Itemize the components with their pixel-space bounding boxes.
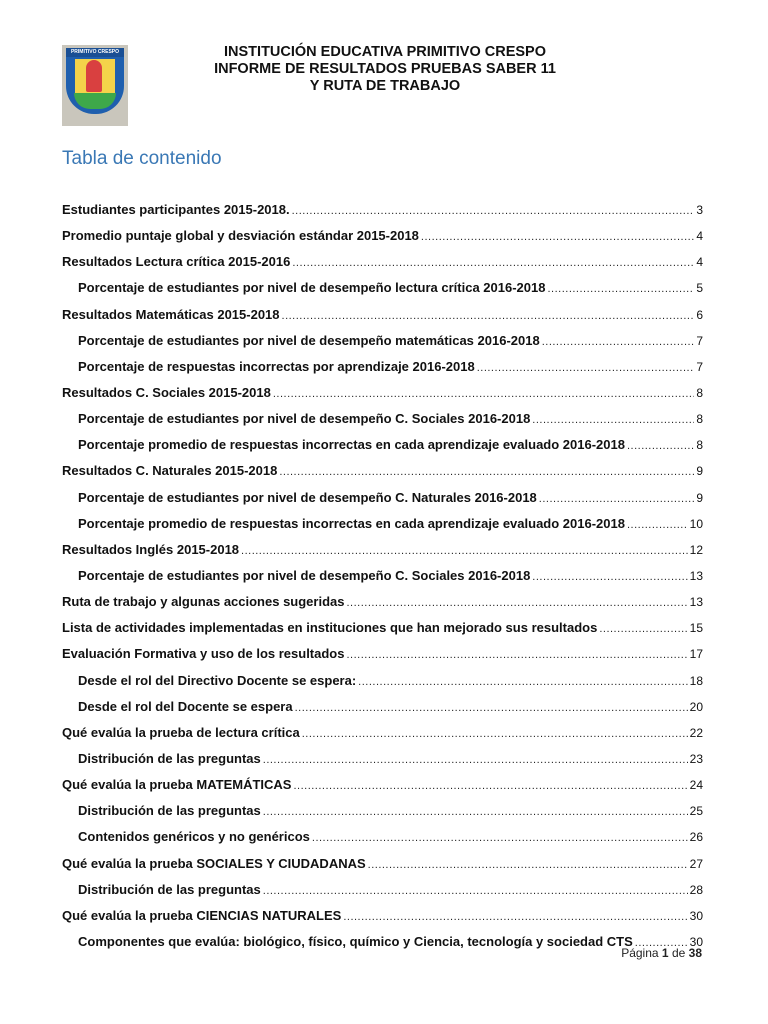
toc-entry[interactable] (62, 254, 703, 280)
toc-entry[interactable] (62, 934, 703, 960)
school-logo (62, 45, 128, 126)
toc-entry-title: Distribución de las preguntas (78, 881, 261, 897)
dot-leader (547, 283, 694, 295)
dot-leader (273, 388, 694, 400)
dot-leader (282, 310, 695, 322)
dot-leader (263, 754, 688, 766)
toc-entry[interactable] (62, 594, 703, 620)
toc-entry[interactable] (62, 568, 703, 594)
logo-band: PRIMITIVO CRESPO (66, 48, 124, 57)
toc-entry-page: 12 (689, 542, 703, 557)
dot-leader (599, 623, 687, 635)
toc-entry[interactable] (62, 228, 703, 254)
toc-entry-title: Resultados C. Sociales 2015-2018 (62, 384, 271, 400)
toc-entry-title: Qué evalúa la prueba CIENCIAS NATURALES (62, 907, 342, 923)
toc-entry-page: 17 (689, 647, 703, 662)
toc-entry-title: Qué evalúa la prueba SOCIALES Y CIUDADANAS (62, 855, 366, 871)
toc-entry-page: 26 (689, 830, 703, 845)
toc-entry[interactable] (62, 463, 703, 489)
toc-entry[interactable] (62, 908, 703, 934)
toc-entry-page: 8 (696, 385, 703, 400)
toc-entry-title: Desde el rol del Directivo Docente se espera: (78, 672, 357, 688)
toc-entry[interactable] (62, 516, 703, 542)
toc-entry-page: 3 (696, 203, 703, 217)
toc-entry-page: 4 (696, 229, 703, 244)
header-line-2: INFORME DE RESULTADOS PRUEBAS SABER 11 (214, 61, 556, 77)
toc-entry-title: Contenidos genéricos y no genéricos (78, 829, 310, 845)
toc-entry-page: 9 (696, 464, 703, 479)
dot-leader (263, 806, 688, 818)
dot-leader (279, 466, 694, 478)
toc-entry-page: 30 (689, 908, 703, 923)
toc-entry[interactable] (62, 307, 703, 333)
header-line-1: INSTITUCIÓN EDUCATIVA PRIMITIVO CRESPO (224, 44, 546, 60)
toc-entry-page: 5 (696, 281, 703, 296)
toc-entry-title: Porcentaje de estudiantes por nivel de desempeño C. Sociales 2016-2018 (78, 411, 531, 427)
toc-entry-page: 7 (696, 333, 703, 348)
dot-leader (263, 885, 688, 897)
dot-leader (421, 231, 694, 243)
toc-entry[interactable] (62, 280, 703, 306)
toc-entry-page: 8 (696, 412, 703, 427)
toc-entry-page: 13 (689, 595, 703, 610)
toc-entry-page: 20 (689, 699, 703, 714)
toc-entry[interactable] (62, 542, 703, 568)
toc-entry[interactable] (62, 202, 703, 228)
toc-entry[interactable] (62, 646, 703, 672)
toc-entry[interactable] (62, 385, 703, 411)
toc-entry-title: Porcentaje de estudiantes por nivel de desempeño matemáticas 2016-2018 (78, 332, 540, 348)
toc-entry-page: 13 (689, 568, 703, 583)
toc-entry[interactable] (62, 829, 703, 855)
toc-entry-title: Porcentaje de estudiantes por nivel de desempeño C. Sociales 2016-2018 (78, 567, 531, 583)
toc-entry-page: 18 (689, 673, 703, 688)
dot-leader (358, 676, 687, 688)
header-line-3: Y RUTA DE TRABAJO (309, 78, 461, 94)
toc-entry-title: Ruta de trabajo y algunas acciones sugeridas (62, 594, 345, 610)
logo-shield (66, 48, 124, 114)
toc-entry-page: 8 (696, 438, 703, 453)
dot-leader (532, 571, 687, 583)
dot-leader (343, 911, 687, 923)
dot-leader (346, 597, 687, 609)
toc-entry[interactable] (62, 490, 703, 516)
dot-leader (295, 702, 688, 714)
toc-entry-page: 27 (689, 856, 703, 871)
dot-leader (312, 832, 688, 844)
toc-entry[interactable] (62, 751, 703, 777)
toc-entry-page: 25 (689, 804, 703, 819)
toc-entry-title: Estudiantes participantes 2015-2018. (62, 202, 290, 217)
toc-entry[interactable] (62, 777, 703, 803)
toc-entry[interactable] (62, 725, 703, 751)
toc-entry-title: Qué evalúa la prueba de lectura crítica (62, 724, 300, 740)
document-header (180, 44, 590, 95)
dot-leader (477, 362, 695, 374)
toc-entry-title: Resultados Lectura crítica 2015-2016 (62, 254, 291, 270)
dot-leader (292, 205, 695, 217)
toc-entry-title: Lista de actividades implementadas en instituciones que han mejorado sus resultados (62, 620, 598, 636)
toc-entry-title: Distribución de las preguntas (78, 750, 261, 766)
toc-entry-page: 23 (689, 751, 703, 766)
toc-entry-title: Promedio puntaje global y desviación estándar 2015-2018 (62, 228, 419, 244)
toc-entry[interactable] (62, 411, 703, 437)
dot-leader (241, 545, 688, 557)
dot-leader (627, 519, 688, 531)
toc-entry[interactable] (62, 333, 703, 359)
toc-entry-title: Porcentaje promedio de respuestas incorrectas en cada aprendizaje evaluado 2016-2018 (78, 437, 625, 453)
toc-entry-page: 22 (689, 725, 703, 740)
toc-entry-title: Porcentaje de estudiantes por nivel de desempeño C. Naturales 2016-2018 (78, 489, 537, 505)
dot-leader (292, 257, 694, 269)
toc-entry-page: 7 (696, 359, 703, 374)
toc-entry-title: Componentes que evalúa: biológico, físico, químico y Ciencia, tecnología y sociedad CTS (78, 933, 633, 949)
dot-leader (542, 336, 695, 348)
toc-entry[interactable] (62, 620, 703, 646)
toc-entry-title: Qué evalúa la prueba MATEMÁTICAS (62, 777, 292, 793)
toc-heading: Tabla de contenido (62, 148, 222, 169)
toc-entry-title: Porcentaje de estudiantes por nivel de desempeño lectura crítica 2016-2018 (78, 280, 546, 296)
dot-leader (532, 414, 694, 426)
toc-entry[interactable] (62, 437, 703, 463)
toc-entry-title: Porcentaje promedio de respuestas incorrectas en cada aprendizaje evaluado 2016-2018 (78, 515, 625, 531)
toc-entry-title: Evaluación Formativa y uso de los resultados (62, 646, 345, 662)
toc-entry[interactable] (62, 882, 703, 908)
toc-entry-page: 10 (689, 516, 703, 531)
toc-entry-page: 15 (689, 621, 703, 636)
toc-entry-title: Desde el rol del Docente se espera (78, 698, 293, 714)
page-number: Página 1 de 38 (621, 946, 702, 960)
toc-entry-title: Resultados Matemáticas 2015-2018 (62, 306, 280, 322)
dot-leader (346, 649, 687, 661)
toc-entry[interactable] (62, 803, 703, 829)
toc-entry[interactable] (62, 856, 703, 882)
dot-leader (293, 780, 687, 792)
dot-leader (368, 859, 688, 871)
toc-entry-page: 9 (696, 490, 703, 505)
table-of-contents (62, 202, 703, 960)
dot-leader (302, 728, 688, 740)
toc-entry-page: 24 (689, 778, 703, 793)
toc-entry[interactable] (62, 359, 703, 385)
dot-leader (539, 493, 695, 505)
toc-entry-title: Resultados Inglés 2015-2018 (62, 541, 240, 557)
toc-entry-page: 6 (696, 307, 703, 322)
dot-leader (627, 440, 694, 452)
toc-entry[interactable] (62, 699, 703, 725)
toc-entry-page: 4 (696, 255, 703, 270)
toc-entry-page: 30 (689, 934, 703, 949)
toc-entry[interactable] (62, 673, 703, 699)
toc-entry-title: Porcentaje de respuestas incorrectas por aprendizaje 2016-2018 (78, 358, 475, 374)
toc-entry-title: Distribución de las preguntas (78, 803, 261, 819)
toc-entry-title: Resultados C. Naturales 2015-2018 (62, 463, 278, 479)
toc-entry-page: 28 (689, 882, 703, 897)
